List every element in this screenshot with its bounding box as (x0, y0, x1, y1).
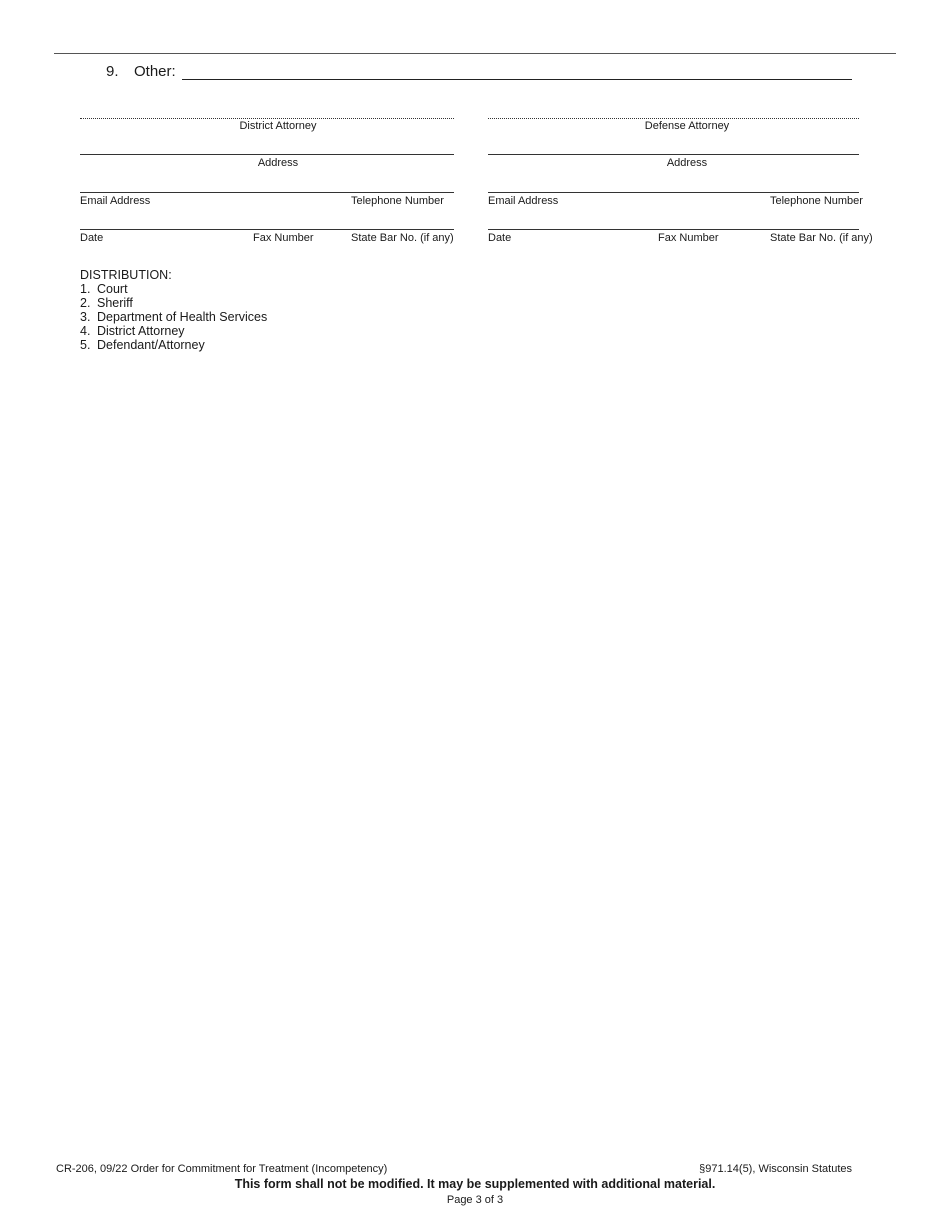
modification-notice: This form shall not be modified. It may be supplemented with additional material. (234, 1177, 716, 1191)
item-9-other (106, 63, 176, 80)
defense-attorney-signature-line[interactable] (488, 118, 859, 119)
other-input-line[interactable] (182, 79, 852, 80)
list-item: 1. Court (80, 282, 128, 296)
page-number: Page 3 of 3 (446, 1194, 504, 1206)
list-item: 2. Sheriff (80, 296, 133, 310)
list-item: 3. Department of Health Services (80, 310, 268, 324)
list-item: 4. District Attorney (80, 324, 185, 338)
item-label: Other: (134, 63, 176, 80)
header-rule (54, 53, 896, 54)
defense-attorney-address-label: Address (666, 157, 708, 169)
defense-attorney-telephone-label: Telephone Number (770, 195, 863, 207)
defense-attorney-address-line[interactable] (488, 154, 859, 155)
defense-attorney-label: Defense Attorney (644, 120, 730, 132)
defense-attorney-email-line[interactable] (488, 192, 859, 193)
district-attorney-telephone-label: Telephone Number (351, 195, 444, 207)
list-item: 5. Defendant/Attorney (80, 338, 205, 352)
district-attorney-email-line[interactable] (80, 192, 454, 193)
distribution-heading: DISTRIBUTION: (80, 268, 172, 282)
defense-attorney-bar-label: State Bar No. (if any) (770, 232, 873, 244)
district-attorney-date-line[interactable] (80, 229, 454, 230)
district-attorney-address-line[interactable] (80, 154, 454, 155)
district-attorney-address-label: Address (257, 157, 299, 169)
district-attorney-signature-line[interactable] (80, 118, 454, 119)
district-attorney-date-label: Date (80, 232, 104, 244)
defense-attorney-date-label: Date (488, 232, 512, 244)
district-attorney-email-label: Email Address (80, 195, 151, 207)
defense-attorney-fax-label: Fax Number (658, 232, 719, 244)
statute-reference: §971.14(5), Wisconsin Statutes (699, 1163, 852, 1175)
item-number: 9. (106, 63, 119, 80)
district-attorney-fax-label: Fax Number (253, 232, 314, 244)
district-attorney-bar-label: State Bar No. (if any) (351, 232, 454, 244)
district-attorney-label: District Attorney (239, 120, 317, 132)
distribution-list (80, 268, 267, 352)
defense-attorney-date-line[interactable] (488, 229, 859, 230)
form-identifier: CR-206, 09/22 Order for Commitment for Treatment (Incompetency) (56, 1163, 388, 1175)
defense-attorney-email-label: Email Address (488, 195, 559, 207)
